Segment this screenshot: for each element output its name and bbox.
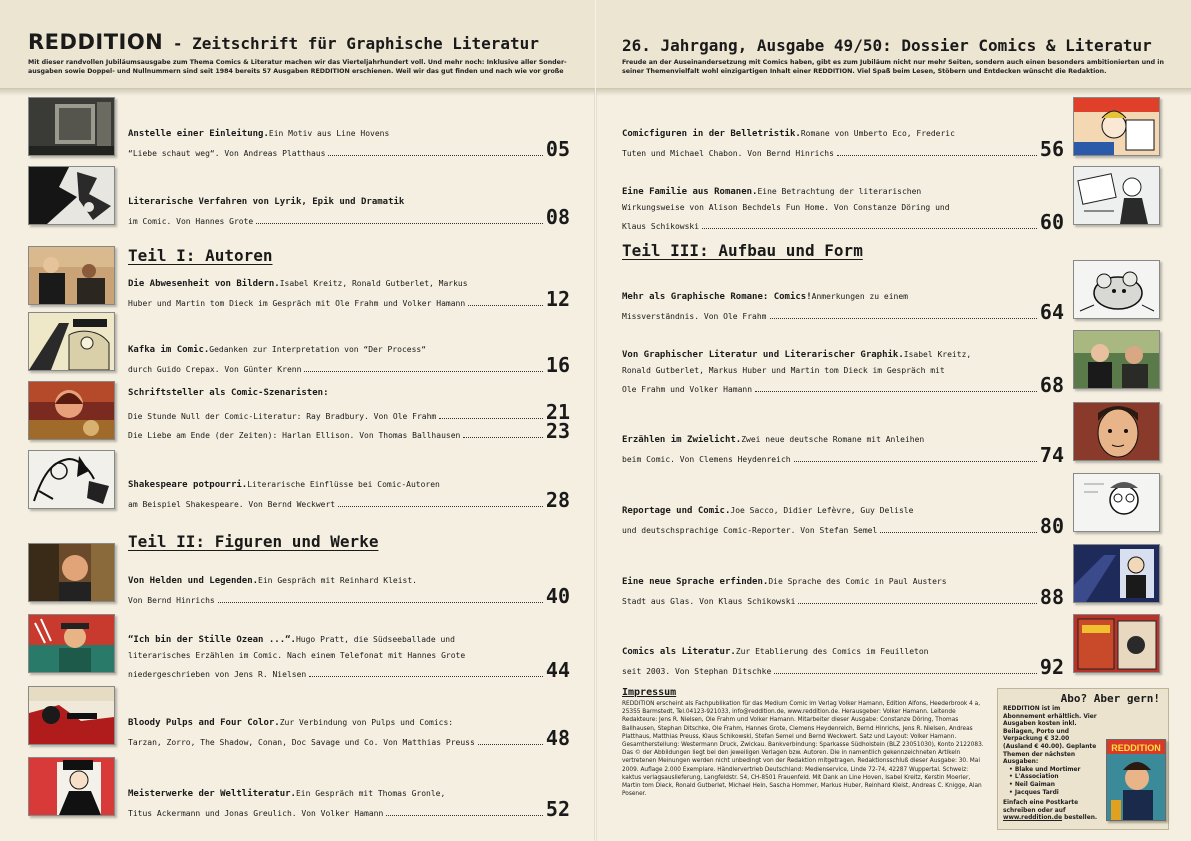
leader-dots [770,318,1037,319]
page-number: 05 [545,137,570,161]
entry-subtitle: Zwei neue deutsche Romane mit Anleihen [741,435,925,444]
toc-entry-08[interactable] [128,195,570,229]
issue-title: 26. Jahrgang, Ausgabe 49/50: Dossier Comics & Literatur [622,36,1152,55]
toc-entry-12[interactable] [128,276,570,311]
entry-subtitle: Ein Motiv aus Line Hovens [268,129,390,138]
page-number: 21 [545,400,570,424]
leader-dots [328,155,542,156]
leader-dots [256,223,543,224]
entry-subtitle: Zur Etablierung des Comics im Feuilleton [735,647,929,656]
thumb-abwesenheit [28,246,115,305]
leader-dots [338,506,543,507]
leader-dots [755,391,1037,392]
entry-line: durch Guido Crepax. Von Günter Krenn [128,365,302,374]
cover-title: REDDITION [1111,743,1161,753]
entry-line: Tuten und Michael Chabon. Von Bernd Hinrichs [622,149,834,158]
page-number: 88 [1039,585,1064,609]
section-heading-teil1: Teil I: Autoren [128,246,273,265]
magazine-cover [1106,739,1166,821]
thumb-helden [28,543,115,602]
leader-dots [309,676,543,677]
entry-subtitle: Literarische Einflüsse bei Comic-Autoren [247,480,440,489]
toc-entry-56[interactable] [622,126,1064,161]
entry-line: Titus Ackermann und Jonas Greulich. Von Volker Hamann [128,809,384,818]
section-heading-teil2: Teil II: Figuren und Werke [128,532,379,551]
thumb-szenaristen [28,381,115,440]
page-number: 80 [1039,514,1064,538]
toc-entry-40[interactable] [128,573,570,608]
entry-title: Eine neue Sprache erfinden. [622,577,769,587]
entry-title: Meisterwerke der Weltliteratur. [128,789,296,799]
entry-subtitle: Gedanken zur Interpretation von “Der Process“ [209,345,427,354]
entry-line: Wirkungsweise von Alison Bechdels Fun Home. Von Constanze Döring und [622,203,950,212]
subscription-box [997,688,1169,830]
leader-dots [304,371,543,372]
entry-title: Die Abwesenheit von Bildern. [128,279,280,289]
impressum-heading: Impressum [622,687,677,698]
toc-entry-52[interactable] [128,786,570,821]
page-number: 28 [545,488,570,512]
thumb-literarische-graphik [1073,330,1160,389]
impressum [622,687,984,798]
entry-title: Kafka im Comic. [128,345,210,355]
entry-line: niedergeschrieben von Jens R. Nielsen [128,670,307,679]
thumb-zwielicht [1073,402,1160,461]
toc-entry-16[interactable] [128,342,570,377]
entry-subtitle: Hugo Pratt, die Südseeballade und [295,635,455,644]
website-link[interactable]: www.reddition.de [1003,815,1063,822]
entry-line: beim Comic. Von Clemens Heydenreich [622,455,791,464]
entry-line: literarisches Erzählen im Comic. Nach einem Telefonat mit Hannes Grote [128,651,466,660]
entry-line: Stadt aus Glas. Von Klaus Schikowski [622,597,796,606]
topic-item: • Neil Gaiman [1009,782,1099,790]
entry-subtitle: Die Sprache des Comic in Paul Austers [768,577,947,586]
entry-subtitle: Joe Sacco, Didier Lefèvre, Guy Delisle [730,506,914,515]
entry-title: Bloody Pulps and Four Color. [128,718,280,728]
entry-line: “Liebe schaut weg“. Von Andreas Platthaus [128,149,326,158]
thumb-graphische-romane [1073,260,1160,319]
page-number: 74 [1039,443,1064,467]
toc-entry-74[interactable] [622,432,1064,467]
thumb-einleitung [28,97,115,156]
impressum-text: REDDITION erscheint als Fachpublikation für das Medium Comic im Verlag Volker Hamann, Edition Alfons, Heederbrook 4 a, 25355 Barmstedt, Tel.04123-921033, info@reddition.de, www.reddition.de. Herausgeber: Volker Hamann. Leitende Redakteure: Jens R. Nielsen, Ole Frahm und Volker Hamann. Mitarbeiter dieser Ausgabe: Constanze Döring, Thomas Ballhausen, Stephan Ditschke, Ole Frahm, Hannes Grote, Clemens Heydenreich, Bernd Hinrichs, Jens R. Nielsen, Andreas Platthaus, Matthias Preuss, Klaus Schikowski, Stefan Semel und Bernd Weckwert. Satz und Layout: Volker Hamann. Gesamtherstellung: Westermann Druck, Zwickau. Bankverbindung: Sparkasse Südholstein (BLZ 23051030), Konto 2122083. Das © der Abbildungen liegt bei den jeweiligen Verlagen bzw. Autoren. Die in namentlich gekennzeichneten Artikeln vertretenen Meinungen werden nicht unbedingt von der Redaktion mitgetragen. Redaktionsschluß dieser Ausgabe: 30. Mai 2009. Auflage 2.000 Exemplare. Händlervertrieb Deutschland: Medienservice, Linde 72-74, 42287 Wuppertal. Schweiz: kaktus verlagsauslieferung, Langfeldstr. 54, CH-8501 Frauenfeld. Mit Dank an Line Hoven, Isabel Kreitz, Kerstin Moerler, Martin tom Dieck, Ronald Gutberlet, Michael Hein, Sascha Hommer, Markus Huber, Reinhard Kleist, Andreas C. Knigge, Alan Posener. [622,701,984,798]
toc-entry-88[interactable] [622,574,1064,609]
toc-entry-05[interactable] [128,126,570,161]
thumb-ozean [28,614,115,673]
subscription-outro [1003,800,1099,823]
entry-subtitle: Isabel Kreitz, Ronald Gutberlet, Markus [279,279,468,288]
entry-title: Comics als Literatur. [622,647,736,657]
outro-text: Einfach eine Postkarte schreiben oder auf [1003,800,1079,814]
page-number: 64 [1039,300,1064,324]
subscription-heading: Abo? Aber gern! [1060,692,1160,705]
left-page [0,0,595,841]
thumb-familie [1073,166,1160,225]
brand-logo: REDDITION [28,30,164,54]
topic-list [1003,767,1099,797]
subscription-text [1003,706,1099,823]
leader-dots [478,744,543,745]
toc-entry-21[interactable] [128,386,570,424]
leader-dots [794,461,1037,462]
entry-line: Die Liebe am Ende (der Zeiten): Harlan Ellison. Von Thomas Ballhausen [128,431,461,440]
entry-title: “Ich bin der Stille Ozean ...“. [128,635,296,645]
entry-title: Shakespeare potpourri. [128,480,248,490]
page-number: 23 [545,419,570,443]
entry-line: Tarzan, Zorro, The Shadow, Conan, Doc Savage und Co. Von Matthias Preuss [128,738,475,747]
page-number: 92 [1039,655,1064,679]
entry-line: im Comic. Von Hannes Grote [128,217,254,226]
toc-entry-44[interactable] [128,632,570,682]
page-number: 56 [1039,137,1064,161]
entry-subtitle: Ein Gespräch mit Thomas Gronle, [295,789,446,798]
thumb-meisterwerke [28,757,115,816]
page-number: 12 [545,287,570,311]
entry-line: Ronald Gutberlet, Markus Huber und Martin tom Dieck im Gespräch mit [622,366,945,375]
entry-line: am Beispiel Shakespeare. Von Bernd Weckwert [128,500,336,509]
entry-subtitle: Eine Betrachtung der literarischen [757,187,922,196]
entry-title: Reportage und Comic. [622,506,731,516]
page-number: 52 [545,797,570,821]
leader-dots [798,603,1037,604]
entry-title: Mehr als Graphische Romane: Comics! [622,292,812,302]
toc-entry-92[interactable] [622,644,1064,679]
entry-line: Missverständnis. Von Ole Frahm [622,312,767,321]
toc-entry-68[interactable] [622,347,1064,397]
page-number: 44 [545,658,570,682]
entry-subtitle: Ein Gespräch mit Reinhard Kleist. [258,576,417,585]
thumb-reportage [1073,473,1160,532]
intro-text-right: Freude an der Auseinandersetzung mit Comics haben, gibt es zum Jubiläum nicht nur mehr Seiten, sondern auch einen besonders ambitionierten und in seiner Themenvielfalt wohl einzigartigen Inhalt einer REDDITION. Viel Spaß beim Lesen, Stöbern und Entdecken wünscht die Redaktion. [622,59,1164,75]
entry-title: Eine Familie aus Romanen. [622,187,758,197]
entry-line: Klaus Schikowski [622,222,700,231]
thumb-pulps [28,686,115,745]
leader-dots [386,815,543,816]
toc-entry-80[interactable] [622,503,1064,538]
entry-title: Literarische Verfahren von Lyrik, Epik und Dramatik [128,197,405,207]
toc-entry-64[interactable] [622,289,1064,324]
page-number: 16 [545,353,570,377]
entry-line: Huber und Martin tom Dieck im Gespräch mit Ole Frahm und Volker Hamann [128,299,466,308]
entry-subtitle: Zur Verbindung von Pulps und Comics: [279,718,454,727]
page-number: 68 [1039,373,1064,397]
entry-line: seit 2003. Von Stephan Ditschke [622,667,772,676]
entry-title: Erzählen im Zwielicht. [622,435,742,445]
subscription-intro: REDDITION ist im Abonnement erhältlich. Vier Ausgaben kosten inkl. Beilagen, Porto und Verpackung € 32.00 (Ausland € 40.00). Geplante Themen der nächsten Ausgaben: [1003,706,1097,766]
leader-dots [463,437,543,438]
entry-line: Ole Frahm und Volker Hamann [622,385,753,394]
right-page [596,0,1191,841]
thumb-verfahren [28,166,115,225]
toc-entry-48[interactable] [128,715,570,750]
thumb-kafka [28,312,115,371]
masthead-subtitle: - Zeitschrift für Graphische Literatur [163,34,539,53]
toc-entry-23[interactable] [128,419,570,443]
entry-subtitle: Anmerkungen zu einem [811,292,908,301]
toc-entry-60[interactable] [622,184,1064,234]
topic-item: • Blake und Mortimer [1009,767,1099,775]
header-shadow [596,88,1191,96]
leader-dots [837,155,1037,156]
page-number: 60 [1039,210,1064,234]
leader-dots [702,228,1037,229]
page-number: 40 [545,584,570,608]
thumb-sprache [1073,544,1160,603]
page-number: 48 [545,726,570,750]
outro-text-2: bestellen. [1062,815,1098,822]
topic-item: • Jacques Tardi [1009,790,1099,798]
thumb-belletristik [1073,97,1160,156]
leader-dots [439,418,543,419]
entry-title: Anstelle einer Einleitung. [128,129,269,139]
leader-dots [468,305,543,306]
leader-dots [880,532,1037,533]
entry-subtitle: Romane von Umberto Eco, Frederic [800,129,955,138]
entry-title: Von Helden und Legenden. [128,576,259,586]
entry-title: Schriftsteller als Comic-Szenaristen: [128,388,329,398]
thumb-comics-als-literatur [1073,614,1160,673]
entry-line: Die Stunde Null der Comic-Literatur: Ray Bradbury. Von Ole Frahm [128,412,437,421]
leader-dots [218,602,543,603]
page-number: 08 [545,205,570,229]
leader-dots [774,673,1037,674]
masthead [28,30,539,54]
entry-subtitle: Isabel Kreitz, [903,350,972,359]
thumb-shakespeare [28,450,115,509]
entry-title: Comicfiguren in der Belletristik. [622,129,801,139]
toc-entry-28[interactable] [128,477,570,512]
entry-title: Von Graphischer Literatur und Literarischer Graphik. [622,350,904,360]
header-shadow [0,88,595,96]
section-heading-teil3: Teil III: Aufbau und Form [622,241,863,260]
topic-item: • L'Association [1009,774,1099,782]
entry-line: Von Bernd Hinrichs [128,596,215,605]
intro-text-left: Mit dieser randvollen Jubiläumsausgabe zum Thema Comics & Literatur machen wir das Vierteljahrhundert voll. Und mehr noch: Inklusive aller Sonder-ausgaben sowie Doppel- und Nullnummern sind seit 1984 bereits 57 Ausgaben REDDITION erschienen. Weil wir das gut finden und nach wie vor große [28,59,567,75]
entry-line: und deutschsprachige Comic-Reporter. Von Stefan Semel [622,526,878,535]
